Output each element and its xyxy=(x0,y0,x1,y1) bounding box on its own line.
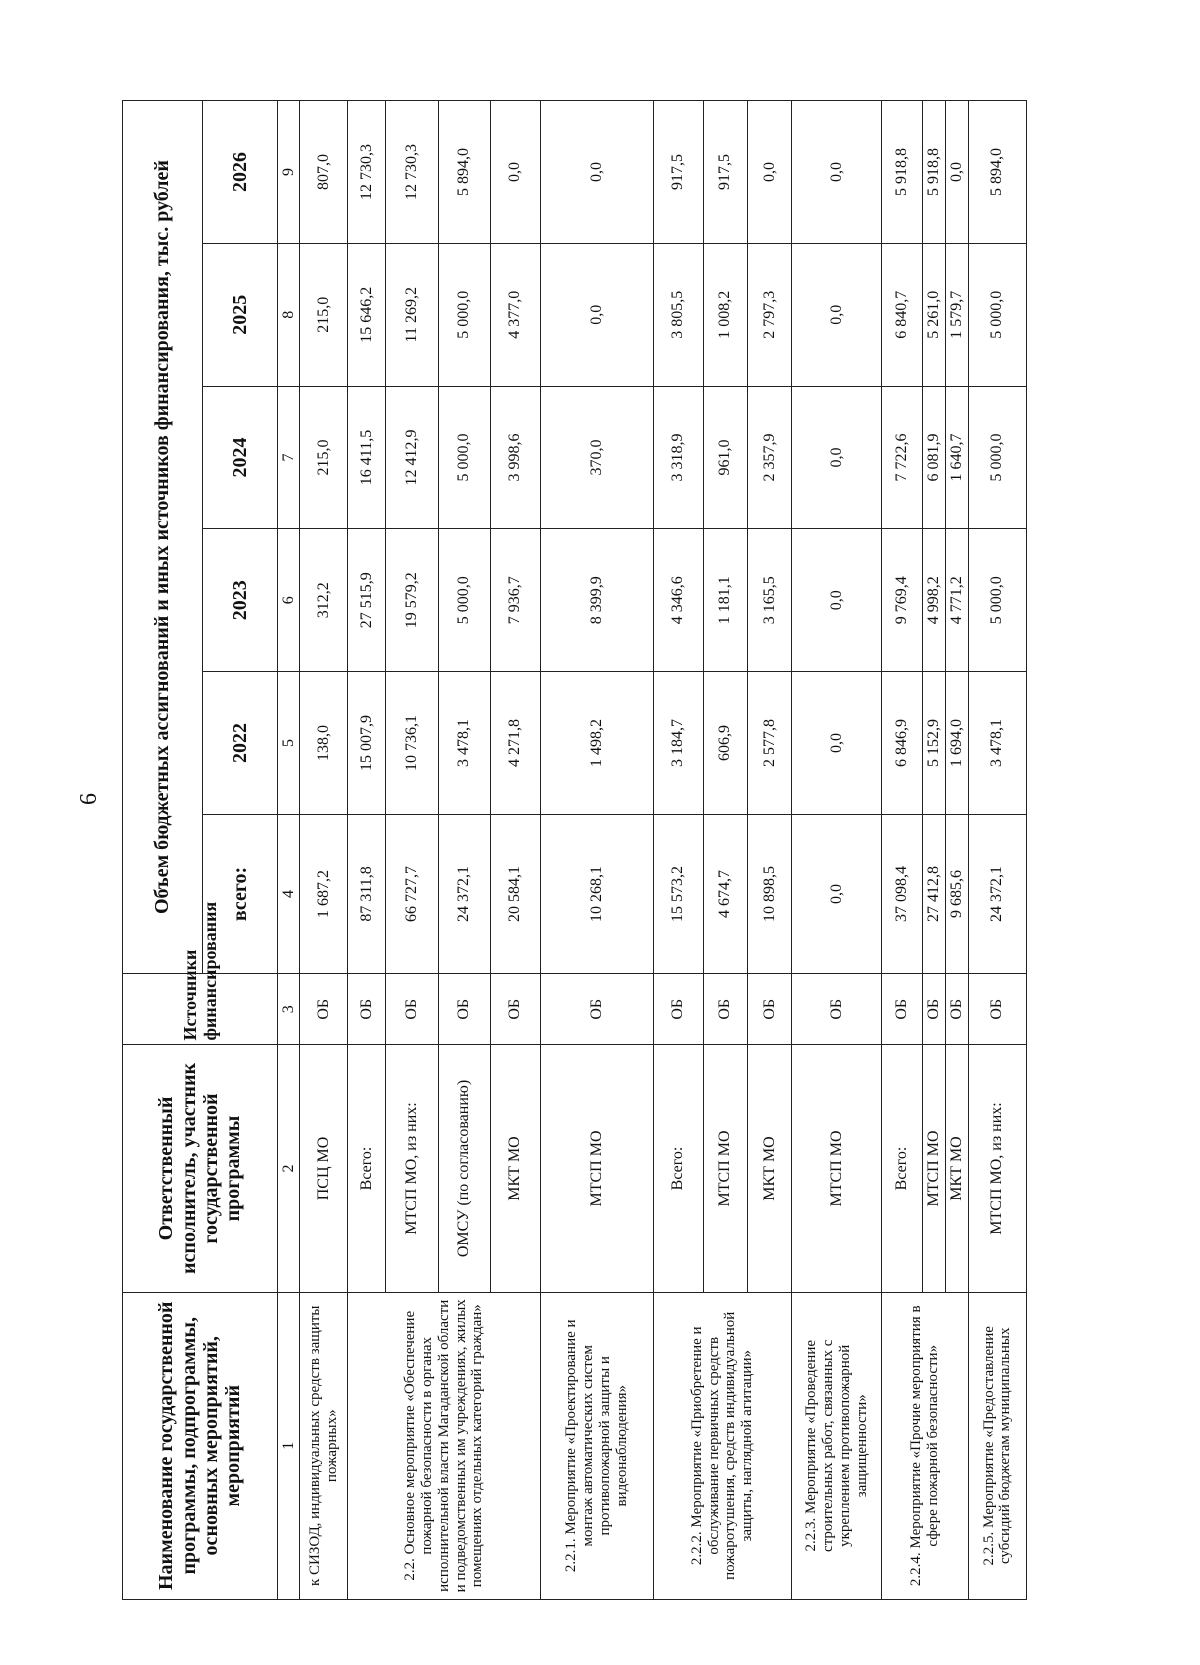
year-value-cell: 5 000,0 xyxy=(968,386,1026,529)
year-value-cell: 606,9 xyxy=(703,672,747,815)
activity-name: 2.2. Основное мероприятие «Обеспечение пожарной безопасности в органах исполнительной власти Магаданской области и подведомственных им учреждениях, жилых помещениях отдельных категорий граждан» xyxy=(348,1292,541,1599)
year-value-cell: 5 000,0 xyxy=(438,243,490,386)
total-cell: 37 098,4 xyxy=(882,814,922,973)
year-value-cell: 1 181,1 xyxy=(703,529,747,672)
year-value-cell: 5 918,8 xyxy=(882,101,922,244)
year-value-cell: 3 998,6 xyxy=(490,386,540,529)
year-value-cell: 15 646,2 xyxy=(348,243,386,386)
total-cell: 10 898,5 xyxy=(747,814,791,973)
year-value-cell: 0,0 xyxy=(792,243,882,386)
total-cell: 27 412,8 xyxy=(922,814,945,973)
rotated-page xyxy=(122,100,1027,1600)
year-value-cell: 6 081,9 xyxy=(922,386,945,529)
year-value-cell: 138,0 xyxy=(300,672,348,815)
year-value-cell: 19 579,2 xyxy=(386,529,438,672)
column-number: 5 xyxy=(278,672,300,815)
total-cell: 15 573,2 xyxy=(653,814,703,973)
table-row xyxy=(968,101,1026,1600)
total-cell: 1 687,2 xyxy=(300,814,348,973)
year-value-cell: 3 805,5 xyxy=(653,243,703,386)
year-value-cell: 3 478,1 xyxy=(438,672,490,815)
header-total: всего: xyxy=(203,814,278,973)
source-cell: ОБ xyxy=(703,974,747,1045)
year-value-cell: 961,0 xyxy=(703,386,747,529)
year-value-cell: 8 399,9 xyxy=(541,529,653,672)
source-cell: ОБ xyxy=(945,974,968,1045)
year-value-cell: 4 771,2 xyxy=(945,529,968,672)
executor-cell: МТСП МО xyxy=(792,1045,882,1292)
page-number: 6 xyxy=(76,793,102,805)
year-value-cell: 370,0 xyxy=(541,386,653,529)
year-value-cell: 4 998,2 xyxy=(922,529,945,672)
year-value-cell: 0,0 xyxy=(541,243,653,386)
total-cell: 24 372,1 xyxy=(968,814,1026,973)
year-value-cell: 5 000,0 xyxy=(968,529,1026,672)
year-value-cell: 3 478,1 xyxy=(968,672,1026,815)
year-value-cell: 4 346,6 xyxy=(653,529,703,672)
year-value-cell: 5 000,0 xyxy=(438,529,490,672)
year-value-cell: 1 498,2 xyxy=(541,672,653,815)
column-number: 3 xyxy=(278,974,300,1045)
year-value-cell: 0,0 xyxy=(490,101,540,244)
executor-cell: ОМСУ (по согласованию) xyxy=(438,1045,490,1292)
year-value-cell: 6 840,7 xyxy=(882,243,922,386)
year-value-cell: 215,0 xyxy=(300,243,348,386)
executor-cell: ПСЦ МО xyxy=(300,1045,348,1292)
header-year: 2022 xyxy=(203,672,278,815)
year-value-cell: 9 769,4 xyxy=(882,529,922,672)
header-year: 2023 xyxy=(203,529,278,672)
table-body xyxy=(300,101,1027,1600)
year-value-cell: 15 007,9 xyxy=(348,672,386,815)
activity-name: 2.2.5. Мероприятие «Предоставление субсидий бюджетам муниципальных xyxy=(968,1292,1026,1599)
header-source: Источники финансирования xyxy=(123,974,278,1045)
source-cell: ОБ xyxy=(922,974,945,1045)
year-value-cell: 3 318,9 xyxy=(653,386,703,529)
source-cell: ОБ xyxy=(300,974,348,1045)
executor-cell: Всего: xyxy=(882,1045,922,1292)
column-number: 4 xyxy=(278,814,300,973)
source-cell: ОБ xyxy=(386,974,438,1045)
source-cell: ОБ xyxy=(438,974,490,1045)
year-value-cell: 11 269,2 xyxy=(386,243,438,386)
total-cell: 0,0 xyxy=(792,814,882,973)
year-value-cell: 5 000,0 xyxy=(968,243,1026,386)
year-value-cell: 2 577,8 xyxy=(747,672,791,815)
activity-name: к СИЗОД, индивидуальных средств защиты пожарных» xyxy=(300,1292,348,1599)
table-row xyxy=(541,101,653,1600)
year-value-cell: 2 357,9 xyxy=(747,386,791,529)
year-value-cell: 1 579,7 xyxy=(945,243,968,386)
executor-cell: МКТ МО xyxy=(945,1045,968,1292)
year-value-cell: 0,0 xyxy=(792,529,882,672)
total-cell: 24 372,1 xyxy=(438,814,490,973)
year-value-cell: 12 412,9 xyxy=(386,386,438,529)
activity-name: 2.2.1. Мероприятие «Проектирование и монтаж автоматических систем противопожарной защиты и видеонаблюдения» xyxy=(541,1292,653,1599)
source-cell: ОБ xyxy=(653,974,703,1045)
year-value-cell: 0,0 xyxy=(792,386,882,529)
year-value-cell: 3 165,5 xyxy=(747,529,791,672)
year-value-cell: 5 918,8 xyxy=(922,101,945,244)
executor-cell: МКТ МО xyxy=(747,1045,791,1292)
executor-cell: МТСП МО xyxy=(703,1045,747,1292)
budget-table xyxy=(122,100,1027,1600)
total-cell: 10 268,1 xyxy=(541,814,653,973)
year-value-cell: 12 730,3 xyxy=(386,101,438,244)
year-value-cell: 0,0 xyxy=(541,101,653,244)
activity-name: 2.2.4. Мероприятие «Прочие мероприятия в сфере пожарной безопасности» xyxy=(882,1292,968,1599)
year-value-cell: 312,2 xyxy=(300,529,348,672)
header-volume: Объем бюджетных ассигнований и иных источников финансирования, тыс. рублей xyxy=(123,101,203,974)
executor-cell: МТСП МО, из них: xyxy=(386,1045,438,1292)
total-cell: 20 584,1 xyxy=(490,814,540,973)
year-value-cell: 5 000,0 xyxy=(438,386,490,529)
year-value-cell: 1 694,0 xyxy=(945,672,968,815)
activity-name: 2.2.3. Мероприятие «Проведение строительных работ, связанных с укреплением противопожарной защищенности» xyxy=(792,1292,882,1599)
year-value-cell: 0,0 xyxy=(792,672,882,815)
total-cell: 4 674,7 xyxy=(703,814,747,973)
table-row xyxy=(653,101,703,1600)
year-value-cell: 6 846,9 xyxy=(882,672,922,815)
year-value-cell: 5 261,0 xyxy=(922,243,945,386)
year-value-cell: 0,0 xyxy=(792,101,882,244)
year-value-cell: 215,0 xyxy=(300,386,348,529)
executor-cell: МТСП МО xyxy=(922,1045,945,1292)
executor-cell: МТСП МО xyxy=(541,1045,653,1292)
executor-cell: МТСП МО, из них: xyxy=(968,1045,1026,1292)
executor-cell: МКТ МО xyxy=(490,1045,540,1292)
column-number: 6 xyxy=(278,529,300,672)
year-value-cell: 27 515,9 xyxy=(348,529,386,672)
year-value-cell: 0,0 xyxy=(747,101,791,244)
year-value-cell: 5 152,9 xyxy=(922,672,945,815)
total-cell: 66 727,7 xyxy=(386,814,438,973)
table-row xyxy=(300,101,348,1600)
column-number: 7 xyxy=(278,386,300,529)
column-number: 2 xyxy=(278,1045,300,1292)
source-cell: ОБ xyxy=(882,974,922,1045)
year-value-cell: 0,0 xyxy=(945,101,968,244)
header-year: 2025 xyxy=(203,243,278,386)
executor-cell: Всего: xyxy=(653,1045,703,1292)
year-value-cell: 12 730,3 xyxy=(348,101,386,244)
year-value-cell: 807,0 xyxy=(300,101,348,244)
source-cell: ОБ xyxy=(747,974,791,1045)
header-year: 2024 xyxy=(203,386,278,529)
table-row xyxy=(882,101,922,1600)
executor-cell: Всего: xyxy=(348,1045,386,1292)
source-cell: ОБ xyxy=(490,974,540,1045)
source-cell: ОБ xyxy=(348,974,386,1045)
year-value-cell: 2 797,3 xyxy=(747,243,791,386)
year-value-cell: 10 736,1 xyxy=(386,672,438,815)
table-row xyxy=(348,101,386,1600)
year-value-cell: 7 936,7 xyxy=(490,529,540,672)
year-value-cell: 1 008,2 xyxy=(703,243,747,386)
source-cell: ОБ xyxy=(792,974,882,1045)
source-cell: ОБ xyxy=(968,974,1026,1045)
total-cell: 9 685,6 xyxy=(945,814,968,973)
year-value-cell: 917,5 xyxy=(703,101,747,244)
column-number: 9 xyxy=(278,101,300,244)
year-value-cell: 4 377,0 xyxy=(490,243,540,386)
total-cell: 87 311,8 xyxy=(348,814,386,973)
header-name: Наименование государственной программы, подпрограммы, основных мероприятий, мероприятий xyxy=(123,1292,278,1599)
activity-name: 2.2.2. Мероприятие «Приобретение и обслуживание первичных средств пожаротушения, средств индивидуальной защиты, наглядной агитации» xyxy=(653,1292,792,1599)
year-value-cell: 3 184,7 xyxy=(653,672,703,815)
header-executor: Ответственный исполнитель, участник государственной программы xyxy=(123,1045,278,1292)
year-value-cell: 16 411,5 xyxy=(348,386,386,529)
column-number: 8 xyxy=(278,243,300,386)
year-value-cell: 5 894,0 xyxy=(438,101,490,244)
year-value-cell: 4 271,8 xyxy=(490,672,540,815)
year-value-cell: 5 894,0 xyxy=(968,101,1026,244)
column-number: 1 xyxy=(278,1292,300,1599)
source-cell: ОБ xyxy=(541,974,653,1045)
header-year: 2026 xyxy=(203,101,278,244)
table-row xyxy=(792,101,882,1600)
year-value-cell: 1 640,7 xyxy=(945,386,968,529)
year-value-cell: 7 722,6 xyxy=(882,386,922,529)
year-value-cell: 917,5 xyxy=(653,101,703,244)
